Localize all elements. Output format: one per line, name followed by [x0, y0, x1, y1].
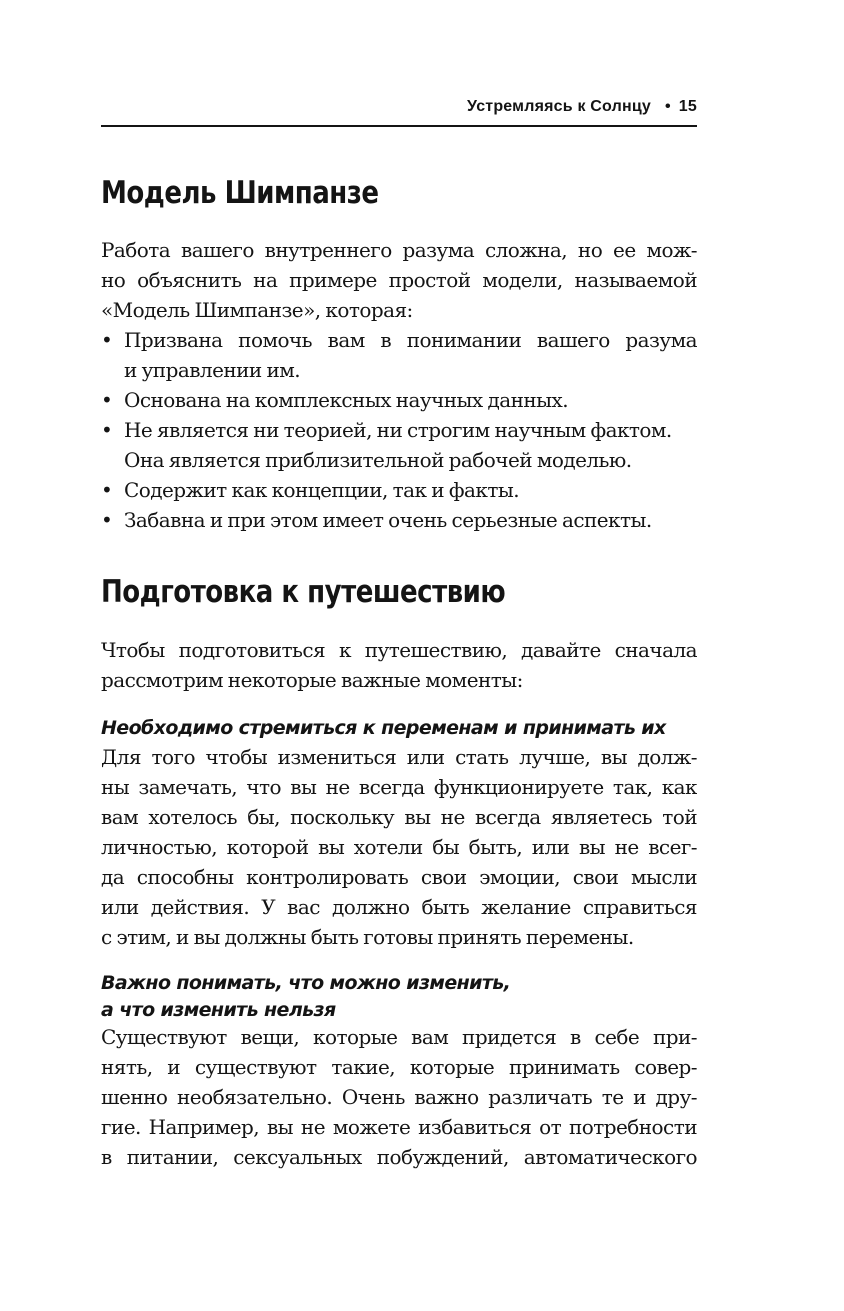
paragraph-line: ны замечать, что вы не всегда функционируете так, как: [101, 775, 697, 799]
paragraph-line: рассмотрим некоторые важные моменты:: [101, 668, 523, 692]
paragraph-line: личностью, которой вы хотели бы быть, или вы не всег-: [101, 835, 697, 859]
page-number: 15: [678, 98, 697, 115]
paragraph-line: или действия. У вас должно быть желание справиться: [101, 895, 697, 919]
header-rule: [101, 125, 697, 127]
bullet-icon: •: [101, 388, 113, 412]
paragraph-line: в питании, сексуальных побуждений, автоматического: [101, 1145, 697, 1169]
section-heading-journey-prep: Подготовка к путешествию: [101, 574, 506, 610]
paragraph-line: Чтобы подготовиться к путешествию, давайте сначала: [101, 638, 697, 662]
list-item-line: Она является приблизительной рабочей моделью.: [124, 448, 632, 472]
list-item-line: Не является ни теорией, ни строгим научным фактом.: [124, 418, 672, 442]
paragraph-line: гие. Например, вы не можете избавиться от потребности: [101, 1115, 697, 1139]
section-heading-chimp-model: Модель Шимпанзе: [101, 175, 379, 211]
paragraph-line: вам хотелось бы, поскольку вы не всегда являетесь той: [101, 805, 697, 829]
running-head-bullet: •: [664, 98, 671, 115]
bullet-icon: •: [101, 418, 113, 442]
bullet-icon: •: [101, 478, 113, 502]
list-item-line: Содержит как концепции, так и факты.: [124, 478, 520, 502]
paragraph-line: Для того чтобы измениться или стать лучше, вы долж-: [101, 745, 697, 769]
list-item-line: Основана на комплексных научных данных.: [124, 388, 569, 412]
running-head: [467, 98, 697, 116]
list-item-line: и управлении им.: [124, 358, 301, 382]
bullet-icon: •: [101, 508, 113, 532]
paragraph-line: да способны контролировать свои эмоции, свои мысли: [101, 865, 697, 889]
paragraph-line: Работа вашего внутреннего разума сложна, но ее мож-: [101, 238, 697, 262]
bullet-icon: •: [101, 328, 113, 352]
paragraph-line: шенно необязательно. Очень важно различать те и дру-: [101, 1085, 697, 1109]
list-item-line: Забавна и при этом имеет очень серьезные аспекты.: [124, 508, 652, 532]
paragraph-line: «Модель Шимпанзе», которая:: [101, 298, 413, 322]
paragraph-line: с этим, и вы должны быть готовы принять перемены.: [101, 925, 634, 949]
running-head-title: Устремляясь к Солнцу: [467, 98, 651, 115]
subsection-heading: Необходимо стремиться к переменам и принимать их: [101, 717, 666, 739]
paragraph-line: но объяснить на примере простой модели, называемой: [101, 268, 697, 292]
subsection-heading: а что изменить нельзя: [101, 999, 336, 1021]
subsection-heading: Важно понимать, что можно изменить,: [101, 972, 511, 994]
paragraph-line: нять, и существуют такие, которые принимать совер-: [101, 1055, 697, 1079]
list-item-line: Призвана помочь вам в понимании вашего разума: [124, 328, 697, 352]
paragraph-line: Существуют вещи, которые вам придется в себе при-: [101, 1025, 697, 1049]
